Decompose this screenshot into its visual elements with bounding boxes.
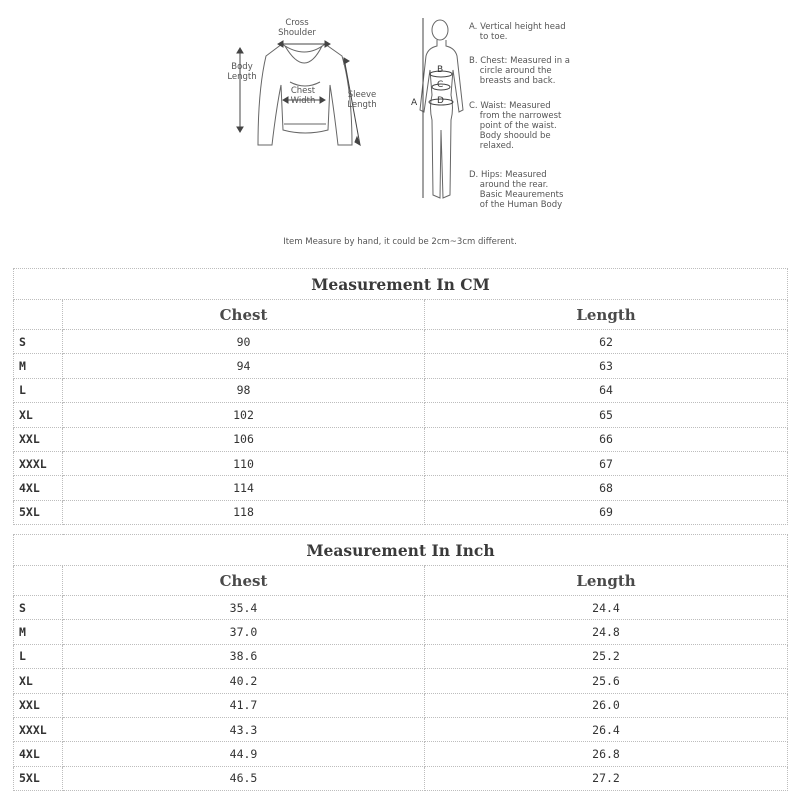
table-row: [14, 644, 788, 668]
size-cell: 5XL: [14, 500, 63, 524]
measure-note: Item Measure by hand, it could be 2cm~3cm different.: [283, 237, 517, 247]
table-title: Measurement In Inch: [14, 535, 788, 566]
chest-cell: 98: [63, 378, 425, 402]
table-row: [14, 427, 788, 451]
letter-a-label: A: [411, 98, 418, 108]
body-length-label: Body Length: [227, 62, 257, 82]
chest-cell: 37.0: [63, 620, 425, 644]
table-row: [14, 693, 788, 717]
length-column-header: Length: [425, 300, 788, 330]
letter-d-label: D: [437, 96, 444, 106]
length-column-header: Length: [425, 566, 788, 596]
legend-item-d: D. Hips: Measured around the rear. Basic Meaurements of the Human Body: [469, 170, 564, 210]
table-row: [14, 378, 788, 402]
body-measure-lines: [423, 18, 453, 198]
length-cell: 26.4: [425, 717, 788, 741]
table-row: [14, 620, 788, 644]
cross-shoulder-label: Cross Shoulder: [278, 18, 316, 38]
size-table-cm: [13, 268, 788, 525]
chest-cell: 106: [63, 427, 425, 451]
chest-cell: 118: [63, 500, 425, 524]
length-cell: 25.2: [425, 644, 788, 668]
size-cell: L: [14, 378, 63, 402]
length-cell: 67: [425, 451, 788, 475]
table-row: [14, 669, 788, 693]
length-cell: 64: [425, 378, 788, 402]
chest-column-header: Chest: [63, 566, 425, 596]
table-row: [14, 403, 788, 427]
chest-cell: 43.3: [63, 717, 425, 741]
letter-b-label: B: [437, 65, 444, 75]
length-cell: 65: [425, 403, 788, 427]
table-row: [14, 451, 788, 475]
table-row: [14, 330, 788, 354]
legend-item-a: A. Vertical height head to toe.: [469, 22, 566, 42]
chest-cell: 110: [63, 451, 425, 475]
size-cell: XXXL: [14, 451, 63, 475]
chest-cell: 44.9: [63, 742, 425, 766]
table-row: [14, 766, 788, 790]
length-cell: 27.2: [425, 766, 788, 790]
measurement-diagram: [0, 0, 800, 260]
table-row: [14, 354, 788, 378]
diagram-drawing: [0, 0, 800, 260]
size-cell: XL: [14, 403, 63, 427]
length-cell: 63: [425, 354, 788, 378]
size-cell: 4XL: [14, 476, 63, 500]
size-cell: XL: [14, 669, 63, 693]
size-cell: XXL: [14, 427, 63, 451]
size-cell: S: [14, 596, 63, 620]
length-cell: 25.6: [425, 669, 788, 693]
chest-cell: 114: [63, 476, 425, 500]
size-cell: M: [14, 354, 63, 378]
chest-cell: 90: [63, 330, 425, 354]
chest-cell: 38.6: [63, 644, 425, 668]
length-cell: 66: [425, 427, 788, 451]
size-column-header: [14, 566, 63, 596]
table-row: [14, 742, 788, 766]
length-cell: 68: [425, 476, 788, 500]
size-column-header: [14, 300, 63, 330]
length-cell: 26.8: [425, 742, 788, 766]
size-cell: S: [14, 330, 63, 354]
letter-c-label: C: [437, 80, 444, 90]
length-cell: 24.4: [425, 596, 788, 620]
length-cell: 62: [425, 330, 788, 354]
legend-item-c: C. Waist: Measured from the narrowest point of the waist. Body shoould be relaxed.: [469, 101, 562, 151]
table-row: [14, 500, 788, 524]
human-figure: [420, 20, 463, 198]
size-cell: 4XL: [14, 742, 63, 766]
chest-cell: 46.5: [63, 766, 425, 790]
size-cell: XXXL: [14, 717, 63, 741]
table-row: [14, 476, 788, 500]
size-table-inch: [13, 534, 788, 791]
length-cell: 26.0: [425, 693, 788, 717]
table-title: Measurement In CM: [14, 269, 788, 300]
legend-item-b: B. Chest: Measured in a circle around the breasts and back.: [469, 56, 570, 86]
chest-column-header: Chest: [63, 300, 425, 330]
size-cell: 5XL: [14, 766, 63, 790]
chest-cell: 94: [63, 354, 425, 378]
table-row: [14, 596, 788, 620]
sleeve-length-label: Sleeve Length: [347, 90, 377, 110]
size-cell: L: [14, 644, 63, 668]
length-cell: 69: [425, 500, 788, 524]
chest-cell: 40.2: [63, 669, 425, 693]
chest-cell: 102: [63, 403, 425, 427]
size-cell: XXL: [14, 693, 63, 717]
chest-width-label: Chest Width: [290, 86, 316, 106]
size-cell: M: [14, 620, 63, 644]
table-row: [14, 717, 788, 741]
chest-cell: 41.7: [63, 693, 425, 717]
chest-cell: 35.4: [63, 596, 425, 620]
length-cell: 24.8: [425, 620, 788, 644]
